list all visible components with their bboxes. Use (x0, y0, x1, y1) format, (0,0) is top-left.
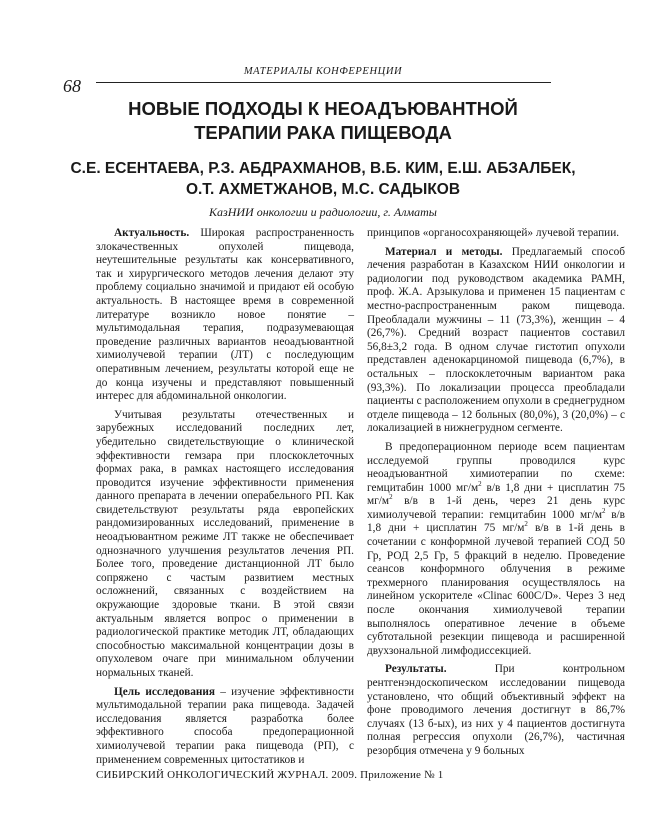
protocol-text-b: в/в 1,8 дни + цисплатин 75 мг/м (367, 481, 626, 508)
header-rule (96, 82, 551, 83)
relevance-heading: Актуальность. (114, 227, 190, 239)
paragraph-continuation (367, 227, 625, 241)
methods-text: Предлагаемый способ лечения разработан в Казахском НИИ онкологии и радиологии под руководством академика РАМН, проф. Ж.А. Арзыкулова и применен 15 пациентам с местно-распространенным раком пищевода. Преобладали мужчины – 11 (73,3%), женщин – 4 (26,7%). Средний возраст пациентов составил 56,8±3,2 года. В одном случае гистотип опухоли представлен аденокарциномой пищевода (6,7%), в остальных – плоскоклеточным вариантом рака (93,3%). По локализации процесса преобладали пациенты с расположением опухоли в среднегрудном отделе пищевода – 12 больных (80,0%), 3 (20,0%) – с локализацией в нижнегрудном сегменте. (367, 245, 625, 435)
results-text: При контрольном рентгенэндоскопическом исследовании пищевода установлено, что общий объективный эффект на фоне проводимого лечения достигнут в 86,7% случаях (13 б-ых), из них у 4 пациентов достигнута полная регрессия опухоли (26,7%), частичная резорбция отмечена у 9 больных (367, 663, 625, 757)
paragraph-methods (367, 246, 625, 436)
paragraph-protocol (367, 441, 625, 659)
paragraph-aim (96, 686, 354, 768)
continuation-text: принципов «органосохраняющей» лучевой терапии. (367, 227, 620, 239)
results-heading: Результаты. (385, 663, 447, 676)
protocol-text-e: в/в в 1-й день в сочетании с конформной лучевой терапией СОД 50 Гр, РОД 2,5 Гр, 5 фракций в неделю. Проведение сеансов конформного облучения в режиме трехмерного планирования осуществлялось на линейном ускорителе «Clinac 600C/D». Через 3 нед после окончания химиолучевой терапии выполнялось оперативное лечение в объеме субтотальной резекции пищевода и расширенной двухзональной лимфодиссекцией. (367, 522, 625, 657)
protocol-text-a: В предоперационном периоде всем пациентам исследуемой группы проводился курс неоадъювантной химиотерапии по схеме: гемцитабин 1000 мг/м (367, 440, 625, 494)
article-title: НОВЫЕ ПОДХОДЫ К НЕОАДЪЮВАНТНОЙ ТЕРАПИИ РАКА ПИЩЕВОДА (128, 98, 518, 143)
paragraph-relevance (96, 227, 354, 404)
aim-heading: Цель исследования (114, 685, 216, 698)
superscript: 2 (478, 479, 482, 488)
right-column (367, 227, 625, 759)
left-column (96, 227, 354, 767)
paragraph-gemzar (96, 409, 354, 681)
methods-heading: Материал и методы. (385, 245, 503, 258)
aim-text: – изучение эффективности мультимодальной терапии рака пищевода. Задачей исследования является разработка более эффективного способа предоперационной химиолучевой терапии рака пищевода (РП), с применением современных цитостатиков и (96, 685, 355, 766)
protocol-text-c: в/в в 1-й день, через 21 день курс химиолучевой терапии: гемцитабин 1000 мг/м (367, 495, 625, 521)
protocol-text-d: в/в 1,8 дни + цисплатин 75 мг/м (367, 508, 625, 535)
relevance-text: Широкая распространенность злокачественных опухолей пищевода, неутешительные результаты как консервативного, так и хирургического методов лечения делают эту проблему социально значимой и придают ей особую актуальность. В настоящее время в современной литературе возникло новое понятие – мультимодальная терапия, подразумевающая проведение различных вариантов неоадъювантной химиолучевой терапии (ЛТ) с последующим оперативным лечением, результаты которой еще не до конца изучены и представляют повышенный интерес для абдоминальной онкологии. (96, 227, 354, 403)
gemzar-text: Учитывая результаты отечественных и зарубежных исследований последних лет, убедительно свидетельствующие о клинической эффективности гемзара при плоскоклеточных формах рака, в рамках настоящего исследования проводится изучение эффективности применения данного препарата в лечении операбельного РП. Как свидетельствуют результаты ряда европейских рандомизированных исследований, применение в неоадъювантном режиме ЛТ также не обеспечивает однозначного улучшения результатов лечения РП. Более того, проведение дистанционной ЛТ было сопряжено с частым развитием местных осложнений, связанных с воздействием на окружающие здоровые ткани. В этой связи актуальным является вопрос о применении в радиологической практике методик ЛТ, обладающих способностью максимальной концентрации дозы в опухолевом очаге при минимальном облучении нормальных тканей. (96, 408, 354, 679)
superscript: 2 (602, 507, 606, 516)
superscript: 2 (389, 493, 393, 502)
article-authors: С.Е. ЕСЕНТАЕВА, Р.З. АБДРАХМАНОВ, В.Б. КИМ, Е.Ш. АБЗАЛБЕК, О.Т. АХМЕТЖАНОВ, М.С. САДЫКОВ (70, 160, 576, 198)
article-affiliation: КазНИИ онкологии и радиологии, г. Алматы (209, 205, 437, 219)
running-head: МАТЕРИАЛЫ КОНФЕРЕНЦИИ (243, 66, 403, 77)
page-number: 68 (63, 76, 81, 96)
paragraph-results (367, 663, 625, 758)
journal-footer: СИБИРСКИЙ ОНКОЛОГИЧЕСКИЙ ЖУРНАЛ. 2009. Приложение № 1 (96, 769, 444, 781)
superscript: 2 (524, 520, 528, 529)
